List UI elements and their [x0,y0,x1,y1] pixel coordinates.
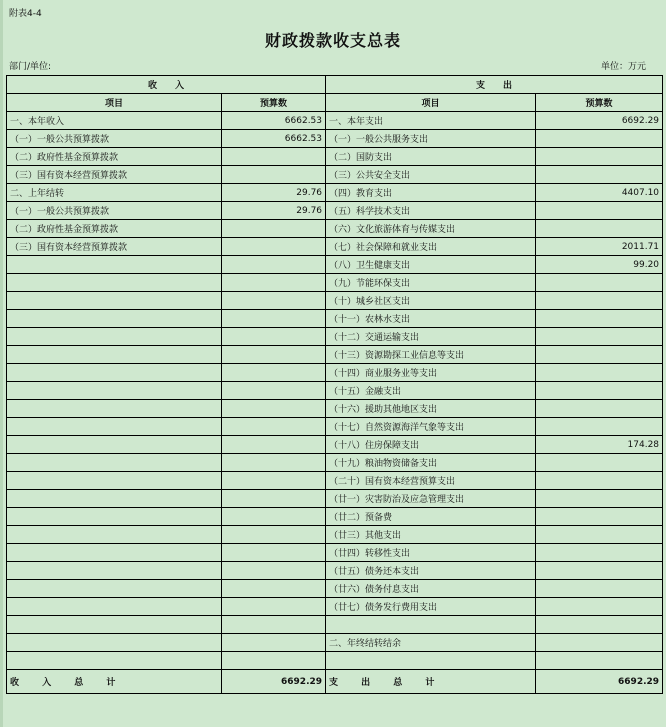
income-value-cell[interactable]: 6662.53 [222,112,326,130]
expense-value-cell[interactable] [536,382,663,400]
expense-value-cell[interactable] [536,526,663,544]
expense-item-cell[interactable]: （十五）金融支出 [326,382,536,400]
expense-item-cell[interactable]: （十三）资源勘探工业信息等支出 [326,346,536,364]
table-row [7,580,663,598]
expense-value-cell[interactable] [536,580,663,598]
income-item-cell[interactable] [7,634,222,652]
income-value-cell[interactable] [222,526,326,544]
table-row [7,346,663,364]
income-value-cell[interactable] [222,580,326,598]
income-value-cell[interactable] [222,652,326,670]
income-item-cell[interactable] [7,526,222,544]
income-value-cell[interactable]: 29.76 [222,184,326,202]
income-item-cell[interactable] [7,508,222,526]
table-row [7,454,663,472]
expense-budget-header[interactable]: 预算数 [536,94,663,112]
expense-value-cell[interactable] [536,616,663,634]
table-row [7,238,663,256]
table-row [7,418,663,436]
income-value-cell[interactable] [222,400,326,418]
expense-value-cell[interactable] [536,310,663,328]
income-value-cell[interactable] [222,472,326,490]
table-row [7,436,663,454]
table-row [7,166,663,184]
expense-value-cell[interactable] [536,598,663,616]
expense-item-cell[interactable]: （十一）农林水支出 [326,310,536,328]
income-value-cell[interactable] [222,220,326,238]
income-item-cell[interactable] [7,580,222,598]
expense-value-cell[interactable] [536,364,663,382]
table-row [7,508,663,526]
income-item-header[interactable]: 项目 [7,94,222,112]
table-row [7,256,663,274]
budget-table [6,75,663,694]
income-item-cell[interactable] [7,616,222,634]
expense-item-cell[interactable]: （廿五）债务还本支出 [326,562,536,580]
expense-value-cell[interactable] [536,400,663,418]
income-item-cell[interactable] [7,364,222,382]
expense-item-cell[interactable]: （廿六）债务付息支出 [326,580,536,598]
income-value-cell[interactable] [222,598,326,616]
expense-value-cell[interactable] [536,652,663,670]
expense-item-cell[interactable]: （廿一）灾害防治及应急管理支出 [326,490,536,508]
expense-value-cell[interactable] [536,292,663,310]
income-item-cell[interactable]: （三）国有资本经营预算拨款 [7,238,222,256]
income-header[interactable]: 收 入 [7,76,326,94]
expense-value-cell[interactable] [536,274,663,292]
expense-item-cell[interactable]: （三）公共安全支出 [326,166,536,184]
income-value-cell[interactable] [222,166,326,184]
table-row [7,292,663,310]
table-row [7,472,663,490]
row-gutter [0,0,3,727]
table-row [7,490,663,508]
income-value-cell[interactable] [222,364,326,382]
expense-item-cell[interactable]: （四）教育支出 [326,184,536,202]
table-row [7,526,663,544]
unit-label: 单位：万元 [600,62,646,72]
income-item-cell[interactable]: （二）政府性基金预算拨款 [7,220,222,238]
table-row [7,634,663,652]
expense-value-cell[interactable] [536,418,663,436]
income-value-cell[interactable] [222,256,326,274]
expense-value-cell[interactable]: 4407.10 [536,184,663,202]
income-item-cell[interactable] [7,562,222,580]
expense-total-label[interactable]: 支 出 总 计 [326,670,536,694]
income-item-cell[interactable] [7,328,222,346]
table-row [7,382,663,400]
expense-item-cell[interactable]: （七）社会保障和就业支出 [326,238,536,256]
expense-item-header[interactable]: 项目 [326,94,536,112]
income-item-cell[interactable] [7,256,222,274]
expense-value-cell[interactable] [536,454,663,472]
expense-value-cell[interactable] [536,490,663,508]
expense-total-value[interactable]: 6692.29 [536,670,663,694]
income-value-cell[interactable] [222,382,326,400]
expense-item-cell[interactable]: （十）城乡社区支出 [326,292,536,310]
expense-value-cell[interactable] [536,508,663,526]
income-item-cell[interactable] [7,652,222,670]
income-item-cell[interactable]: 一、本年收入 [7,112,222,130]
table-row [7,220,663,238]
income-value-cell[interactable] [222,544,326,562]
expense-value-cell[interactable] [536,562,663,580]
table-row [7,202,663,220]
income-value-cell[interactable] [222,490,326,508]
income-item-cell[interactable]: （一）一般公共预算拨款 [7,130,222,148]
expense-value-cell[interactable]: 174.28 [536,436,663,454]
table-row [7,310,663,328]
expense-item-cell[interactable]: （十二）交通运输支出 [326,328,536,346]
expense-item-cell[interactable]: （二十）国有资本经营预算支出 [326,472,536,490]
expense-item-cell[interactable]: （廿三）其他支出 [326,526,536,544]
income-value-cell[interactable] [222,148,326,166]
income-item-cell[interactable]: （三）国有资本经营预算拨款 [7,166,222,184]
income-item-cell[interactable] [7,346,222,364]
income-total-value[interactable]: 6692.29 [222,670,326,694]
income-item-cell[interactable] [7,454,222,472]
expense-item-cell[interactable]: （二）国防支出 [326,148,536,166]
expense-value-cell[interactable] [536,130,663,148]
income-item-cell[interactable] [7,598,222,616]
section-header-row [7,76,663,94]
expense-item-cell[interactable] [326,616,536,634]
expense-value-cell[interactable]: 2011.71 [536,238,663,256]
income-value-cell[interactable] [222,310,326,328]
expense-header[interactable]: 支 出 [326,76,663,94]
income-value-cell[interactable] [222,634,326,652]
expense-value-cell[interactable] [536,148,663,166]
expense-value-cell[interactable] [536,346,663,364]
income-value-cell[interactable] [222,508,326,526]
income-item-cell[interactable]: （二）政府性基金预算拨款 [7,148,222,166]
income-value-cell[interactable] [222,346,326,364]
income-value-cell[interactable] [222,418,326,436]
expense-item-cell[interactable] [326,652,536,670]
income-value-cell[interactable] [222,328,326,346]
table-row [7,184,663,202]
income-item-cell[interactable] [7,292,222,310]
income-value-cell[interactable] [222,436,326,454]
expense-item-cell[interactable]: （十四）商业服务业等支出 [326,364,536,382]
expense-item-cell[interactable]: （廿二）预备费 [326,508,536,526]
income-value-cell[interactable] [222,454,326,472]
table-row [7,148,663,166]
page-title: 财政拨款收支总表 [264,31,401,50]
column-header-row [7,94,663,112]
dept-label: 部门/单位: [9,62,52,72]
expense-item-cell[interactable]: （九）节能环保支出 [326,274,536,292]
income-item-cell[interactable] [7,310,222,328]
income-item-cell[interactable]: （一）一般公共预算拨款 [7,202,222,220]
income-item-cell[interactable] [7,490,222,508]
income-value-cell[interactable] [222,292,326,310]
table-row [7,364,663,382]
expense-item-cell[interactable]: （十七）自然资源海洋气象等支出 [326,418,536,436]
income-item-cell[interactable] [7,382,222,400]
file-number: 附表4-4 [9,9,42,19]
income-value-cell[interactable]: 6662.53 [222,130,326,148]
table-row [7,328,663,346]
table-row [7,616,663,634]
expense-item-cell[interactable]: （六）文化旅游体育与传媒支出 [326,220,536,238]
table-row [7,652,663,670]
expense-value-cell[interactable] [536,328,663,346]
expense-item-cell[interactable]: （五）科学技术支出 [326,202,536,220]
income-item-cell[interactable] [7,544,222,562]
table-row [7,112,663,130]
income-value-cell[interactable] [222,616,326,634]
expense-value-cell[interactable] [536,634,663,652]
table-row [7,544,663,562]
expense-item-cell[interactable]: （廿四）转移性支出 [326,544,536,562]
expense-item-cell[interactable]: （十八）住房保障支出 [326,436,536,454]
expense-item-cell[interactable]: （八）卫生健康支出 [326,256,536,274]
income-item-cell[interactable] [7,400,222,418]
expense-item-cell[interactable]: （廿七）债务发行费用支出 [326,598,536,616]
expense-item-cell[interactable]: 二、年终结转结余 [326,634,536,652]
income-item-cell[interactable] [7,472,222,490]
expense-value-cell[interactable]: 6692.29 [536,112,663,130]
income-item-cell[interactable] [7,274,222,292]
expense-value-cell[interactable] [536,544,663,562]
income-value-cell[interactable] [222,562,326,580]
expense-item-cell[interactable]: （十六）援助其他地区支出 [326,400,536,418]
expense-value-cell[interactable] [536,220,663,238]
expense-value-cell[interactable] [536,202,663,220]
income-item-cell[interactable] [7,436,222,454]
expense-item-cell[interactable]: 一、本年支出 [326,112,536,130]
table-row [7,598,663,616]
total-row [7,670,663,694]
income-budget-header[interactable]: 预算数 [222,94,326,112]
income-value-cell[interactable] [222,274,326,292]
expense-value-cell[interactable]: 99.20 [536,256,663,274]
income-item-cell[interactable] [7,418,222,436]
table-row [7,562,663,580]
income-total-label[interactable]: 收 入 总 计 [7,670,222,694]
table-row [7,400,663,418]
table-row [7,130,663,148]
table-row [7,274,663,292]
income-item-cell[interactable]: 二、上年结转 [7,184,222,202]
expense-item-cell[interactable]: （十九）粮油物资储备支出 [326,454,536,472]
income-value-cell[interactable]: 29.76 [222,202,326,220]
expense-value-cell[interactable] [536,166,663,184]
income-value-cell[interactable] [222,238,326,256]
expense-item-cell[interactable]: （一）一般公共服务支出 [326,130,536,148]
expense-value-cell[interactable] [536,472,663,490]
